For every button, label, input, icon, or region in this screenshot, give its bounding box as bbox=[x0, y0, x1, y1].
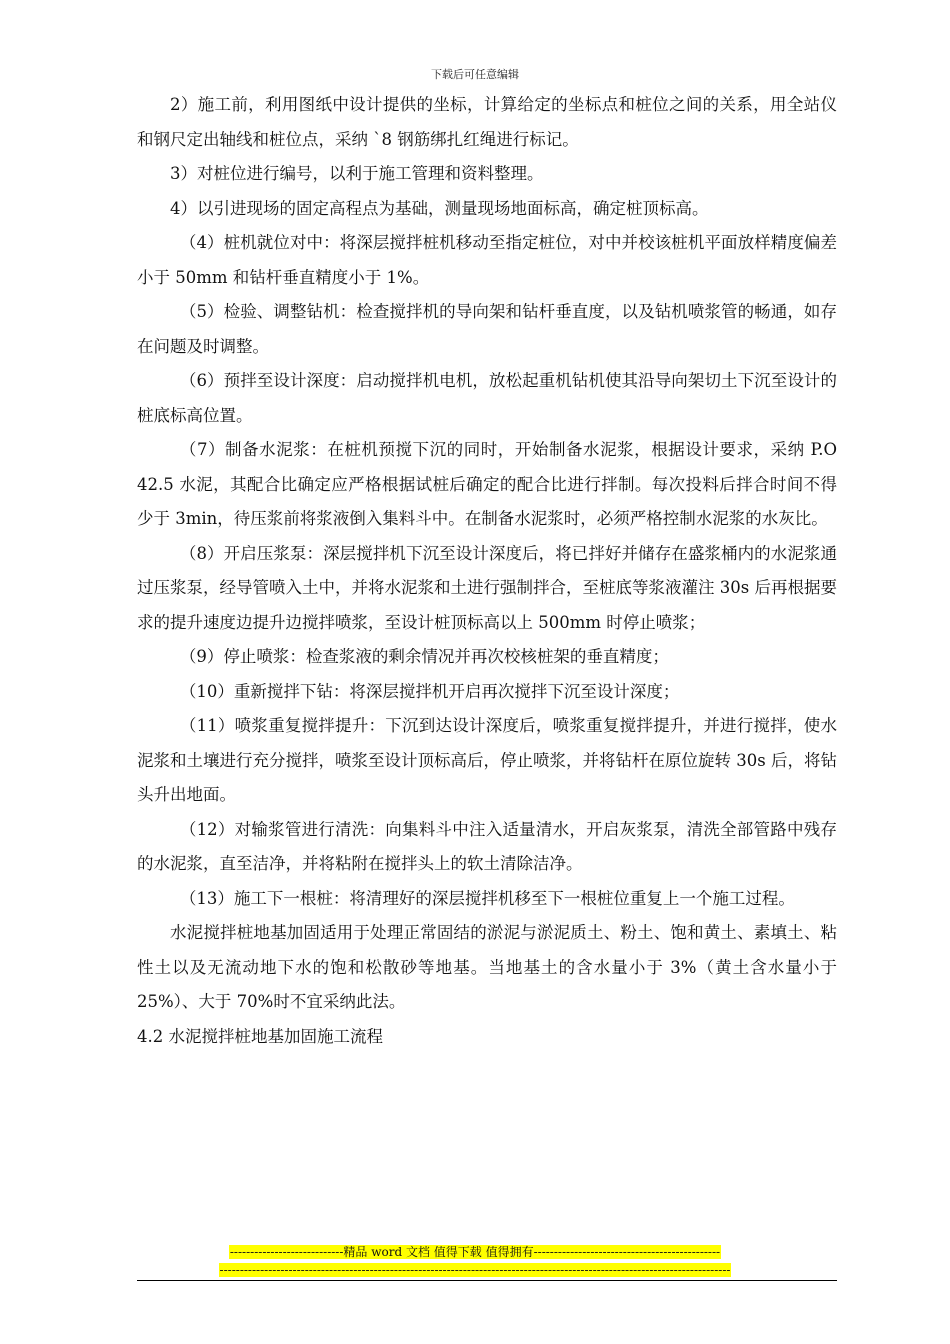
paragraph-re-drill: （10）重新搅拌下钻：将深层搅拌机开启再次搅拌下沉至设计深度； bbox=[179, 681, 680, 701]
paragraph-step-4: 4）以引进现场的固定高程点为基础，测量现场地面标高，确定桩顶标高。 bbox=[170, 198, 709, 218]
paragraph-next-pile: （13）施工下一根桩：将清理好的深层搅拌机移至下一根桩位重复上一个施工过程。 bbox=[179, 888, 795, 908]
section-heading: 4.2 水泥搅拌桩地基加固施工流程 bbox=[137, 1026, 383, 1046]
paragraph-pump-start: （8）开启压浆泵：深层搅拌机下沉至设计深度后，将已拌好并储存在盛浆桶内的水泥浆通过压浆泵，经导管喷入土中，并将水泥浆和土进行强制拌合，至桩底等浆液灌注 30s 后再根据要求的提升速度边提升边搅拌喷浆，至设计桩顶标高以上 500mm 时停止喷浆； bbox=[137, 543, 837, 632]
paragraph-step-3: 3）对桩位进行编号，以利于施工管理和资料整理。 bbox=[170, 164, 544, 183]
paragraph-applicability: 水泥搅拌桩地基加固适用于处理正常固结的淤泥与淤泥质土、粉土、饱和黄土、素填土、粘性土以及无流动地下水的饱和松散砂等地基。当地基土的含水量小于 3%（黄土含水量小于 25%）、大于 70%时不宜采纳此法。 bbox=[137, 923, 837, 1011]
footer-dash-line bbox=[0, 1262, 950, 1278]
paragraph-stop-grouting: （9）停止喷浆：检查浆液的剩余情况并再次校核桩架的垂直精度； bbox=[179, 647, 669, 666]
paragraph-rig-positioning: （4）桩机就位对中：将深层搅拌桩机移动至指定桩位，对中并校该桩机平面放样精度偏差小于 50mm 和钻杆垂直精度小于 1%。 bbox=[137, 233, 837, 287]
footer-rule bbox=[137, 1280, 837, 1281]
paragraph-pipe-cleaning: （12）对输浆管进行清洗：向集料斗中注入适量清水，开启灰浆泵，清洗全部管路中残存的水泥浆，直至洁净，并将粘附在搅拌头上的软土清除洁净。 bbox=[137, 819, 837, 873]
document-body bbox=[137, 88, 837, 1054]
header-note: 下载后可任意编辑 bbox=[431, 68, 519, 81]
footer-banner bbox=[0, 1244, 950, 1260]
paragraph-grout-prep: （7）制备水泥浆：在桩机预搅下沉的同时，开始制备水泥浆，根据设计要求，采纳 P.O 42.5 水泥，其配合比确定应严格根据试桩后确定的配合比进行拌制。每次投料后拌合时间不得少于 3min，待压浆前将浆液倒入集料斗中。在制备水泥浆时，必须严格控制水泥浆的水灰比。 bbox=[137, 440, 837, 528]
footer-dash-text: ------------------------------------------------------------------------------------------------------------------------------ bbox=[219, 1263, 731, 1277]
paragraph-step-2: 2）施工前，利用图纸中设计提供的坐标，计算给定的坐标点和桩位之间的关系，用全站仪和钢尺定出轴线和桩位点，采纳 `8 钢筋绑扎红绳进行标记。 bbox=[137, 95, 837, 149]
footer-banner-text: ----------------------------精品 word 文档 值得下载 值得拥有---------------------------------------------- bbox=[229, 1245, 721, 1259]
paragraph-repeat-lift: （11）喷浆重复搅拌提升：下沉到达设计深度后，喷浆重复搅拌提升，并进行搅拌，使水泥浆和土壤进行充分搅拌，喷浆至设计顶标高后，停止喷浆，并将钻杆在原位旋转 30s 后，将钻头升出地面。 bbox=[137, 716, 837, 804]
paragraph-drill-adjust: （5）检验、调整钻机：检查搅拌机的导向架和钻杆垂直度，以及钻机喷浆管的畅通，如存在问题及时调整。 bbox=[137, 302, 837, 356]
paragraph-pre-mixing: （6）预拌至设计深度：启动搅拌机电机，放松起重机钻机使其沿导向架切土下沉至设计的桩底标高位置。 bbox=[137, 371, 837, 425]
